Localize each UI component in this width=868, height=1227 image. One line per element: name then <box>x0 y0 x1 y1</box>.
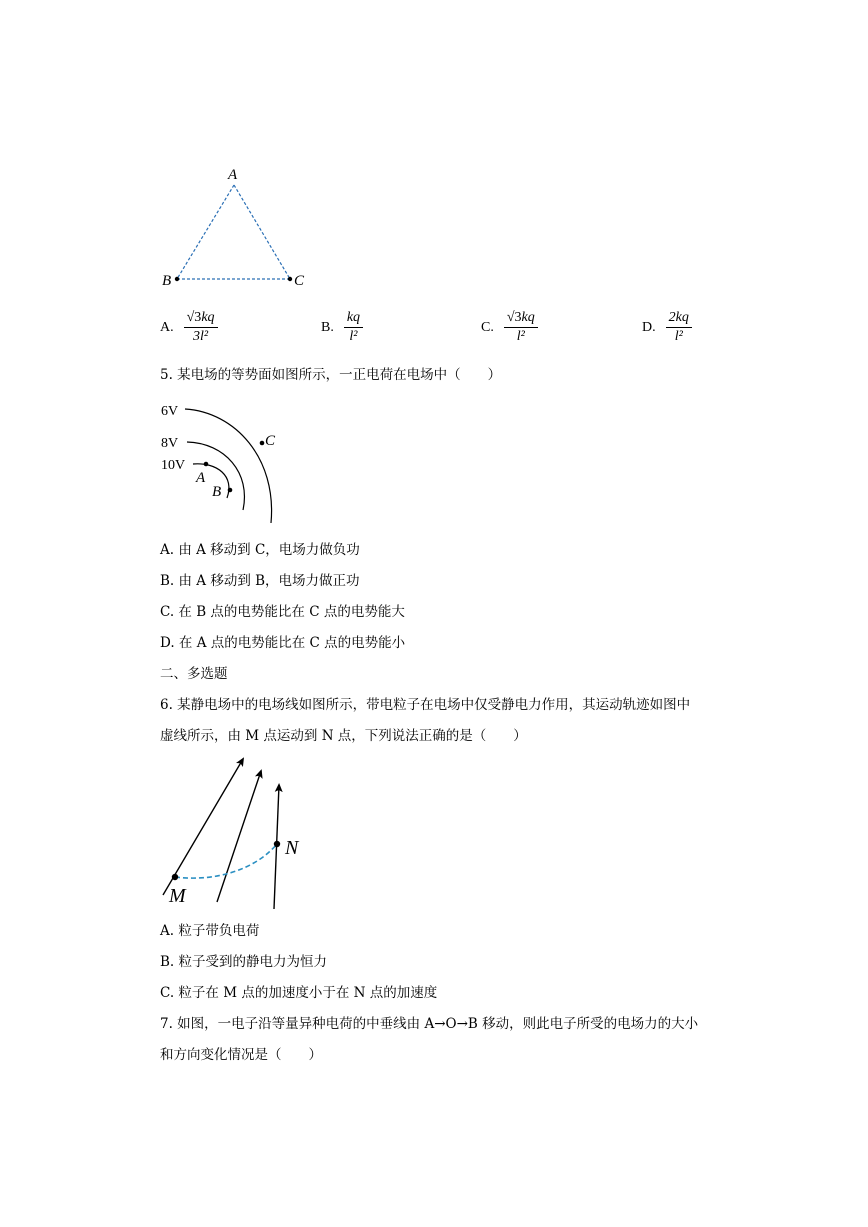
field-lines-figure <box>155 752 325 912</box>
q4-option-d <box>642 310 692 345</box>
point-m-dot <box>172 874 178 880</box>
label-b: B <box>212 484 222 500</box>
point-a-dot <box>204 462 209 467</box>
q5-option-d: D. 在 A 点的电势能比在 C 点的电势能小 <box>160 635 406 651</box>
numerator: kq <box>346 310 361 325</box>
q4-option-c <box>481 310 538 345</box>
denominator: l² <box>349 329 358 344</box>
option-letter: D. <box>642 319 656 335</box>
q6-stem-line2: 虚线所示，由 M 点运动到 N 点，下列说法正确的是（ ） <box>160 728 527 744</box>
q5-option-a: A. 由 A 移动到 C，电场力做负功 <box>160 542 360 558</box>
label-8v: 8V <box>161 436 179 451</box>
option-letter: C. <box>481 319 494 335</box>
q5-option-c: C. 在 B 点的电势能比在 C 点的电势能大 <box>160 604 405 620</box>
label-c: C <box>265 433 276 449</box>
label-10v: 10V <box>161 458 186 473</box>
numerator: kq <box>521 310 535 325</box>
point-c-dot <box>288 277 292 281</box>
denominator: l² <box>674 329 683 344</box>
q6-option-c: C. 粒子在 M 点的加速度小于在 N 点的加速度 <box>160 985 438 1001</box>
label-n: N <box>285 837 299 859</box>
option-letter: A. <box>160 319 174 335</box>
numerator: 2kq <box>668 310 689 325</box>
point-c-dot <box>260 441 265 446</box>
point-b-dot <box>228 488 233 493</box>
q4-option-a <box>160 310 218 345</box>
option-letter: B. <box>321 319 334 335</box>
fraction <box>666 310 692 345</box>
triangle-figure <box>155 160 315 295</box>
q5-stem: 5. 某电场的等势面如图所示，一正电荷在电场中（ ） <box>160 367 502 383</box>
q5-option-b: B. 由 A 移动到 B，电场力做正功 <box>160 573 360 589</box>
fraction <box>184 310 218 345</box>
q7-stem-line2: 和方向变化情况是（ ） <box>160 1047 322 1063</box>
triangle-side-ab <box>177 185 234 279</box>
q4-option-b <box>321 310 363 345</box>
q7-stem-line1: 7. 如图，一电子沿等量异种电荷的中垂线由 A→O→B 移动，则此电子所受的电场力的大小 <box>160 1016 699 1032</box>
label-m: M <box>169 885 186 907</box>
point-b-dot <box>175 277 179 281</box>
numerator-root: √3 <box>506 310 522 325</box>
label-a: A <box>196 470 206 486</box>
label-c: C <box>294 273 305 289</box>
numerator-root: √3 <box>186 310 202 325</box>
numerator: kq <box>201 310 215 325</box>
label-6v: 6V <box>161 404 179 419</box>
label-b: B <box>162 273 172 289</box>
denominator: 3l² <box>193 329 209 344</box>
fraction <box>344 310 363 345</box>
fraction <box>504 310 538 345</box>
q6-option-b: B. 粒子受到的静电力为恒力 <box>160 954 328 970</box>
q6-option-a: A. 粒子带负电荷 <box>160 923 260 939</box>
triangle-side-ac <box>234 185 290 279</box>
q6-stem-line1: 6. 某静电场中的电场线如图所示，带电粒子在电场中仅受静电力作用，其运动轨迹如图中 <box>160 697 691 713</box>
equipotential-figure <box>155 398 295 528</box>
label-a: A <box>228 167 238 183</box>
section-title: 二、多选题 <box>160 666 228 682</box>
point-n-dot <box>274 841 280 847</box>
denominator: l² <box>516 329 525 344</box>
equipotential-6v <box>185 409 272 523</box>
